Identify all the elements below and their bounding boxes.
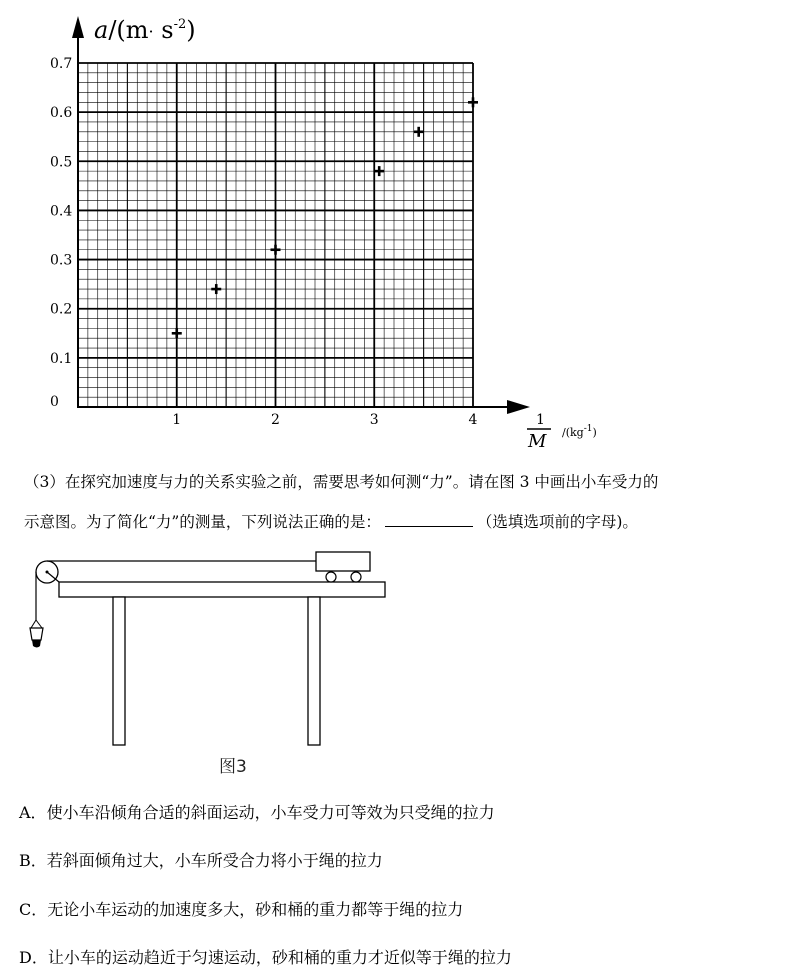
option-c-text: 无论小车运动的加速度多大，砂和桶的重力都等于绳的拉力 [47, 900, 464, 919]
question-line-2-suffix: （选填选项前的字母)。 [476, 513, 638, 531]
y-tick-label: 0.2 [50, 301, 73, 318]
chart-axes [72, 16, 530, 414]
data-point [271, 245, 281, 255]
x-axis-label [527, 412, 597, 452]
option-a-text: 使小车沿倾角合适的斜面运动，小车受力可等效为只受绳的拉力 [46, 803, 495, 822]
question-line-1: （3）在探究加速度与力的关系实验之前，需要思考如何测“力”。请在图 3 中画出小车受力的 [24, 473, 659, 491]
question-line-2-text: 示意图。为了简化“力”的测量，下列说法正确的是： [24, 513, 381, 531]
y-axis-arrow [72, 16, 84, 38]
data-point [211, 284, 221, 294]
answer-blank[interactable] [385, 512, 473, 527]
y-tick-label: 0.4 [50, 203, 73, 220]
y-tick-label: 0 [50, 394, 59, 410]
cart-body [316, 552, 370, 571]
x-axis-label-num: 1 [536, 412, 545, 428]
x-tick-label: 1 [172, 412, 182, 428]
option-a-letter: A． [19, 803, 47, 822]
x-tick-label: 4 [468, 412, 478, 428]
option-b-text: 若斜面倾角过大，小车所受合力将小于绳的拉力 [46, 851, 383, 870]
option-c-letter: C． [19, 900, 48, 919]
y-tick-label: 0.1 [50, 350, 73, 367]
y-axis-label-unit: /(m [108, 16, 149, 44]
y-tick-labels [50, 56, 72, 410]
cart-wheel-left [326, 572, 336, 582]
figure-3-apparatus [0, 540, 420, 755]
option-a[interactable] [19, 800, 495, 823]
option-d-letter: D． [19, 948, 48, 967]
x-axis-label-unit [562, 424, 597, 439]
y-axis-label-s: s [153, 16, 174, 44]
question-line-2 [24, 510, 638, 532]
x-axis-label-unit-exp: -1 [583, 424, 593, 434]
y-tick-label: 0.6 [50, 105, 73, 122]
x-axis-label-den: M [528, 431, 547, 452]
data-point [414, 127, 424, 137]
x-axis-label-unit-text: /(kg [562, 426, 584, 439]
option-d-text: 让小车的运动趋近于匀速运动，砂和桶的重力才近似等于绳的拉力 [47, 948, 512, 967]
cart-wheel-right [351, 572, 361, 582]
data-point [374, 166, 384, 176]
y-tick-label: 0.5 [50, 154, 73, 171]
y-axis-label-close: ) [186, 16, 196, 44]
bucket-handle-left [31, 620, 36, 628]
acceleration-vs-inverse-mass-chart [0, 0, 786, 470]
y-axis-label-dot: · [148, 22, 154, 41]
y-axis-label-var: a [94, 16, 109, 44]
sand-bucket [30, 628, 43, 640]
option-d[interactable] [19, 945, 512, 968]
x-tick-labels [172, 412, 477, 428]
sand [32, 640, 41, 648]
option-b-letter: B． [19, 851, 47, 870]
option-c[interactable] [19, 897, 463, 920]
table-leg-right [308, 597, 320, 745]
figure-3-caption: 图3 [219, 757, 247, 777]
option-b[interactable] [19, 848, 383, 871]
x-tick-label: 2 [271, 412, 280, 428]
data-point [468, 97, 478, 107]
x-axis-label-unit-close: ) [592, 426, 597, 439]
chart-grid [78, 63, 473, 407]
y-axis-label [94, 16, 196, 44]
x-tick-label: 3 [369, 412, 379, 428]
data-point [172, 328, 182, 338]
y-tick-label: 0.7 [50, 56, 73, 72]
x-axis-arrow [507, 400, 530, 414]
y-tick-label: 0.3 [50, 252, 73, 269]
y-axis-label-exp: -2 [173, 17, 187, 32]
bucket-handle-right [36, 620, 42, 628]
table-top [59, 582, 385, 597]
table-leg-left [113, 597, 125, 745]
